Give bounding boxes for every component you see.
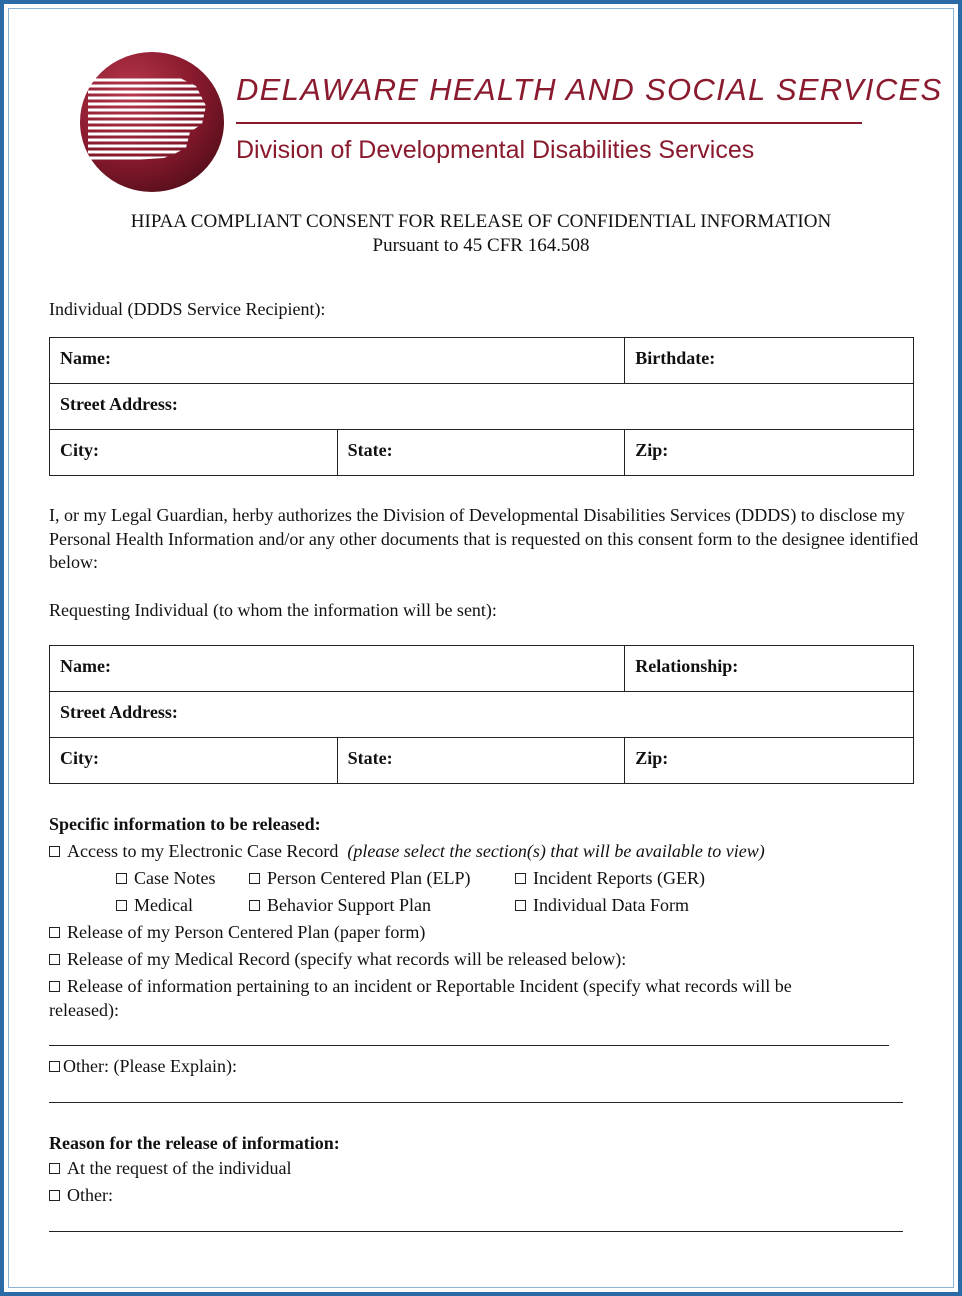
behavior-plan-option[interactable] — [249, 893, 431, 917]
requesting-zip-field[interactable] — [625, 738, 914, 784]
pcp-elp-checkbox[interactable] — [249, 873, 260, 884]
reason-other-label: Other: — [67, 1185, 113, 1205]
behavior-plan-label: Behavior Support Plan — [267, 895, 431, 915]
requesting-name-field[interactable] — [50, 646, 625, 692]
other-option[interactable] — [49, 1054, 237, 1078]
document-title-block — [0, 210, 962, 258]
medical-option[interactable] — [116, 893, 193, 917]
ecr-option[interactable] — [49, 839, 765, 863]
medical-record-checkbox[interactable] — [49, 954, 60, 965]
pcp-paper-option[interactable] — [49, 920, 425, 944]
incident-reports-label: Incident Reports (GER) — [533, 868, 705, 888]
idf-checkbox[interactable] — [515, 900, 526, 911]
medical-label: Medical — [134, 895, 193, 915]
individual-street-label: Street Address: — [60, 394, 178, 414]
incident-checkbox[interactable] — [49, 981, 60, 992]
individual-zip-label: Zip: — [635, 440, 669, 460]
ecr-label: Access to my Electronic Case Record — [67, 841, 339, 861]
individual-state-label: State: — [347, 440, 393, 460]
incident-reports-checkbox[interactable] — [515, 873, 526, 884]
incident-fill-line[interactable] — [49, 1045, 889, 1046]
pcp-paper-label: Release of my Person Centered Plan (paper form) — [67, 922, 426, 942]
case-notes-checkbox[interactable] — [116, 873, 127, 884]
incident-label-line1: Release of information pertaining to an incident or Reportable Incident (specify what records will be — [67, 976, 792, 996]
individual-city-field[interactable] — [50, 430, 338, 476]
medical-record-label: Release of my Medical Record (specify what records will be released below): — [67, 949, 627, 969]
incident-reports-option[interactable] — [515, 866, 705, 890]
individual-name-field[interactable] — [50, 338, 625, 384]
requesting-street-label: Street Address: — [60, 702, 178, 722]
case-notes-option[interactable] — [116, 866, 215, 890]
individual-city-label: City: — [60, 440, 99, 460]
individual-heading: Individual (DDDS Service Recipient): — [49, 299, 326, 319]
requesting-city-field[interactable] — [50, 738, 338, 784]
reason-individual-label: At the request of the individual — [67, 1158, 292, 1178]
document-subtitle: Pursuant to 45 CFR 164.508 — [372, 235, 590, 256]
reason-heading: Reason for the release of information: — [49, 1133, 340, 1153]
reason-individual-option[interactable] — [49, 1156, 291, 1180]
incident-label-line2: released): — [49, 1000, 119, 1020]
individual-street-field[interactable] — [50, 384, 914, 430]
idf-option[interactable] — [515, 893, 689, 917]
requesting-state-label: State: — [347, 748, 393, 768]
requesting-heading: Requesting Individual (to whom the information will be sent): — [49, 600, 497, 620]
pcp-paper-checkbox[interactable] — [49, 927, 60, 938]
other-checkbox[interactable] — [49, 1061, 60, 1072]
individual-name-label: Name: — [60, 348, 111, 368]
pcp-elp-option[interactable] — [249, 866, 470, 890]
other-fill-line[interactable] — [49, 1102, 903, 1103]
specific-info-heading: Specific information to be released: — [49, 814, 321, 834]
reason-other-option[interactable] — [49, 1183, 113, 1207]
requesting-info-table — [49, 645, 914, 784]
dhss-logo-icon — [78, 50, 226, 195]
individual-birthdate-field[interactable] — [625, 338, 914, 384]
requesting-zip-label: Zip: — [635, 748, 669, 768]
individual-zip-field[interactable] — [625, 430, 914, 476]
case-notes-label: Case Notes — [134, 868, 216, 888]
ecr-checkbox[interactable] — [49, 846, 60, 857]
individual-birthdate-label: Birthdate: — [635, 348, 716, 368]
requesting-street-field[interactable] — [50, 692, 914, 738]
reason-other-fill-line[interactable] — [49, 1231, 903, 1232]
requesting-relationship-label: Relationship: — [635, 656, 739, 676]
org-subtitle: Division of Developmental Disabilities Services — [236, 136, 755, 164]
document-title: HIPAA COMPLIANT CONSENT FOR RELEASE OF CONFIDENTIAL INFORMATION — [130, 211, 832, 232]
ecr-note: (please select the section(s) that will be available to view) — [347, 841, 765, 861]
incident-option[interactable] — [49, 974, 792, 998]
authorization-paragraph: I, or my Legal Guardian, herby authorizes the Division of Developmental Disabilities Services (DDDS) to disclose my Personal Health Information and/or any other documents that is requested on this consent form to the designee identified below: — [49, 505, 919, 572]
individual-state-field[interactable] — [337, 430, 625, 476]
requesting-name-label: Name: — [60, 656, 111, 676]
pcp-elp-label: Person Centered Plan (ELP) — [267, 868, 471, 888]
individual-info-table — [49, 337, 914, 476]
idf-label: Individual Data Form — [533, 895, 689, 915]
org-title: DELAWARE HEALTH AND SOCIAL SERVICES — [236, 72, 943, 107]
requesting-relationship-field[interactable] — [625, 646, 914, 692]
requesting-city-label: City: — [60, 748, 99, 768]
requesting-state-field[interactable] — [337, 738, 625, 784]
reason-other-checkbox[interactable] — [49, 1190, 60, 1201]
org-title-rule — [236, 122, 862, 124]
behavior-plan-checkbox[interactable] — [249, 900, 260, 911]
reason-individual-checkbox[interactable] — [49, 1163, 60, 1174]
medical-checkbox[interactable] — [116, 900, 127, 911]
other-label: Other: (Please Explain): — [63, 1056, 237, 1076]
medical-record-option[interactable] — [49, 947, 626, 971]
